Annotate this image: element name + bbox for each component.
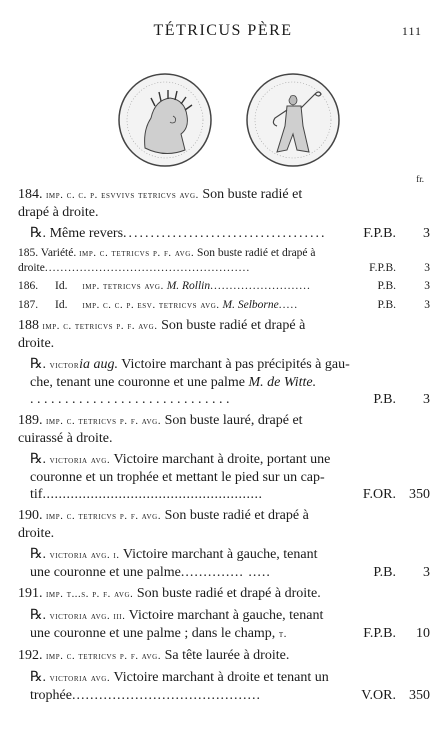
description: trophée bbox=[30, 688, 72, 703]
entry-number: 190. bbox=[18, 508, 43, 523]
description: che, tenant une couronne et une palme bbox=[30, 375, 249, 390]
description: Victoire marchant à gauche, tenant bbox=[125, 608, 324, 623]
grade: P.B. bbox=[373, 565, 396, 580]
collection-name: M. Rollin bbox=[166, 280, 211, 292]
leader-dots: .............. ..... bbox=[180, 565, 271, 580]
description: Victoire marchant à droite, portant une bbox=[110, 452, 331, 467]
legend: imp. tetricvs avg. bbox=[82, 281, 164, 292]
leader-dots: .......................... bbox=[210, 280, 311, 292]
entry-188-reverse bbox=[18, 356, 430, 408]
legend: imp. c. tetricvs p. f. avg. bbox=[42, 321, 158, 332]
legend: imp. c. tetricvs p. f. avg. bbox=[79, 248, 195, 259]
collection-name: M. de Witte. bbox=[248, 375, 317, 390]
entry-number: 189. bbox=[18, 413, 43, 428]
entry-number: 192. bbox=[18, 648, 43, 663]
field-letter: t. bbox=[278, 629, 287, 640]
description: Victoire marchant à pas précipités à gau- bbox=[117, 357, 350, 372]
legend: imp. c. tetricvs p. f. avg. bbox=[46, 511, 162, 522]
entry-192-reverse bbox=[18, 669, 430, 704]
running-title: TÉTRICUS PÈRE bbox=[153, 22, 293, 39]
reverse-symbol: ℞. bbox=[30, 547, 47, 562]
idem: Id. bbox=[55, 280, 68, 292]
leader-dots: ..................................................... bbox=[44, 262, 251, 274]
entry-188 bbox=[18, 317, 430, 352]
description: droite. bbox=[18, 526, 55, 541]
entry-185 bbox=[18, 246, 430, 275]
entry-192 bbox=[18, 647, 430, 665]
grade: F.P.B. bbox=[369, 262, 396, 274]
price: 3 bbox=[424, 262, 430, 274]
description: droite. bbox=[18, 336, 55, 351]
description: Variété. bbox=[38, 247, 80, 259]
price: 3 bbox=[423, 226, 430, 241]
obverse-coin-image bbox=[115, 70, 215, 170]
entry-184-reverse bbox=[18, 225, 430, 242]
idem: Id. bbox=[55, 299, 68, 311]
reverse-symbol: ℞. bbox=[30, 670, 47, 685]
entry-190-reverse bbox=[18, 546, 430, 581]
legend: victoria avg. iii. bbox=[49, 611, 126, 622]
description: Victoire marchant à droite et tenant un bbox=[110, 670, 329, 685]
description: Son buste radié et drapé à bbox=[194, 247, 316, 259]
leader-dots: ....................................................... bbox=[42, 487, 263, 502]
grade: F.P.B. bbox=[363, 226, 396, 241]
legend: victoria avg. bbox=[49, 455, 111, 466]
description: droite bbox=[18, 262, 45, 274]
reverse-symbol: ℞. bbox=[30, 226, 47, 241]
page-number: 111 bbox=[401, 24, 422, 38]
description: Même revers bbox=[46, 226, 124, 241]
legend: imp. c. tetricvs p. f. avg. bbox=[46, 416, 162, 427]
description: une couronne et une palme ; dans le champ, bbox=[30, 626, 279, 641]
entry-187 bbox=[18, 298, 430, 313]
description: Son buste radié et drapé à droite. bbox=[133, 586, 321, 601]
price: 3 bbox=[423, 392, 430, 407]
grade: F.P.B. bbox=[363, 626, 396, 641]
leader-dots: .......................................... bbox=[71, 688, 261, 703]
grade: P.B. bbox=[377, 299, 396, 311]
description: Son buste lauré, drapé et bbox=[161, 413, 303, 428]
reverse-symbol: ℞. bbox=[30, 357, 47, 372]
leader-dots: . . . . . . . . . . . . . . . . . . . . . . . . . . . . . bbox=[30, 392, 230, 407]
description: Victoire marchant à gauche, tenant bbox=[119, 547, 318, 562]
entry-number: 187. bbox=[18, 299, 39, 311]
description: drapé à droite. bbox=[18, 205, 99, 220]
entry-189 bbox=[18, 412, 430, 447]
description: Son buste radié et drapé à bbox=[161, 508, 309, 523]
reverse-symbol: ℞. bbox=[30, 452, 47, 467]
catalogue-entries bbox=[18, 186, 430, 708]
reverse-coin-image bbox=[243, 70, 343, 170]
description: cuirassé à droite. bbox=[18, 431, 113, 446]
description: couronne et un trophée et mettant le pied sur un cap- bbox=[30, 470, 325, 485]
description: Son buste radié et drapé à bbox=[157, 318, 306, 333]
entry-184 bbox=[18, 186, 430, 221]
entry-191 bbox=[18, 585, 430, 603]
description: Son buste radié et bbox=[198, 187, 303, 202]
coin-illustrations bbox=[115, 70, 345, 170]
legend: victor bbox=[49, 360, 80, 371]
description: Sa tête laurée à droite. bbox=[161, 648, 290, 663]
page-header bbox=[0, 22, 446, 44]
price: 3 bbox=[424, 299, 430, 311]
description: une couronne et une palme bbox=[30, 565, 181, 580]
price: 3 bbox=[424, 280, 430, 292]
legend: victoria avg. bbox=[49, 673, 111, 684]
legend: imp. t...s. p. f. avg. bbox=[46, 589, 134, 600]
entry-number: 184. bbox=[18, 187, 43, 202]
legend: imp. c. c. p. esvvivs tetricvs avg. bbox=[46, 190, 199, 201]
price-column-header: fr. bbox=[416, 174, 424, 184]
collection-name: M. Selborne bbox=[222, 299, 279, 311]
grade: P.B. bbox=[377, 280, 396, 292]
description: tif bbox=[30, 487, 43, 502]
legend-italic: ia aug. bbox=[79, 357, 118, 372]
legend: victoria avg. i. bbox=[49, 550, 120, 561]
entry-186 bbox=[18, 279, 430, 294]
entry-190 bbox=[18, 507, 430, 542]
legend: imp. c. tetricvs p. f. avg. bbox=[46, 651, 162, 662]
legend: imp. c. c. p. esv. tetricvs avg. bbox=[82, 300, 220, 311]
grade: F.OR. bbox=[362, 487, 396, 502]
leader-dots: ..... bbox=[278, 299, 299, 311]
grade: P.B. bbox=[373, 392, 396, 407]
price: 350 bbox=[409, 487, 430, 502]
grade: V.OR. bbox=[361, 688, 396, 703]
entry-191-reverse bbox=[18, 607, 430, 643]
leader-dots: ..................................... bbox=[123, 226, 327, 241]
entry-189-reverse bbox=[18, 451, 430, 503]
reverse-symbol: ℞. bbox=[30, 608, 47, 623]
price: 350 bbox=[409, 688, 430, 703]
entry-number: 186. bbox=[18, 280, 39, 292]
entry-number: 185. bbox=[18, 247, 39, 259]
price: 3 bbox=[423, 565, 430, 580]
entry-number: 191. bbox=[18, 586, 43, 601]
entry-number: 188 bbox=[18, 318, 39, 333]
price: 10 bbox=[416, 626, 430, 641]
